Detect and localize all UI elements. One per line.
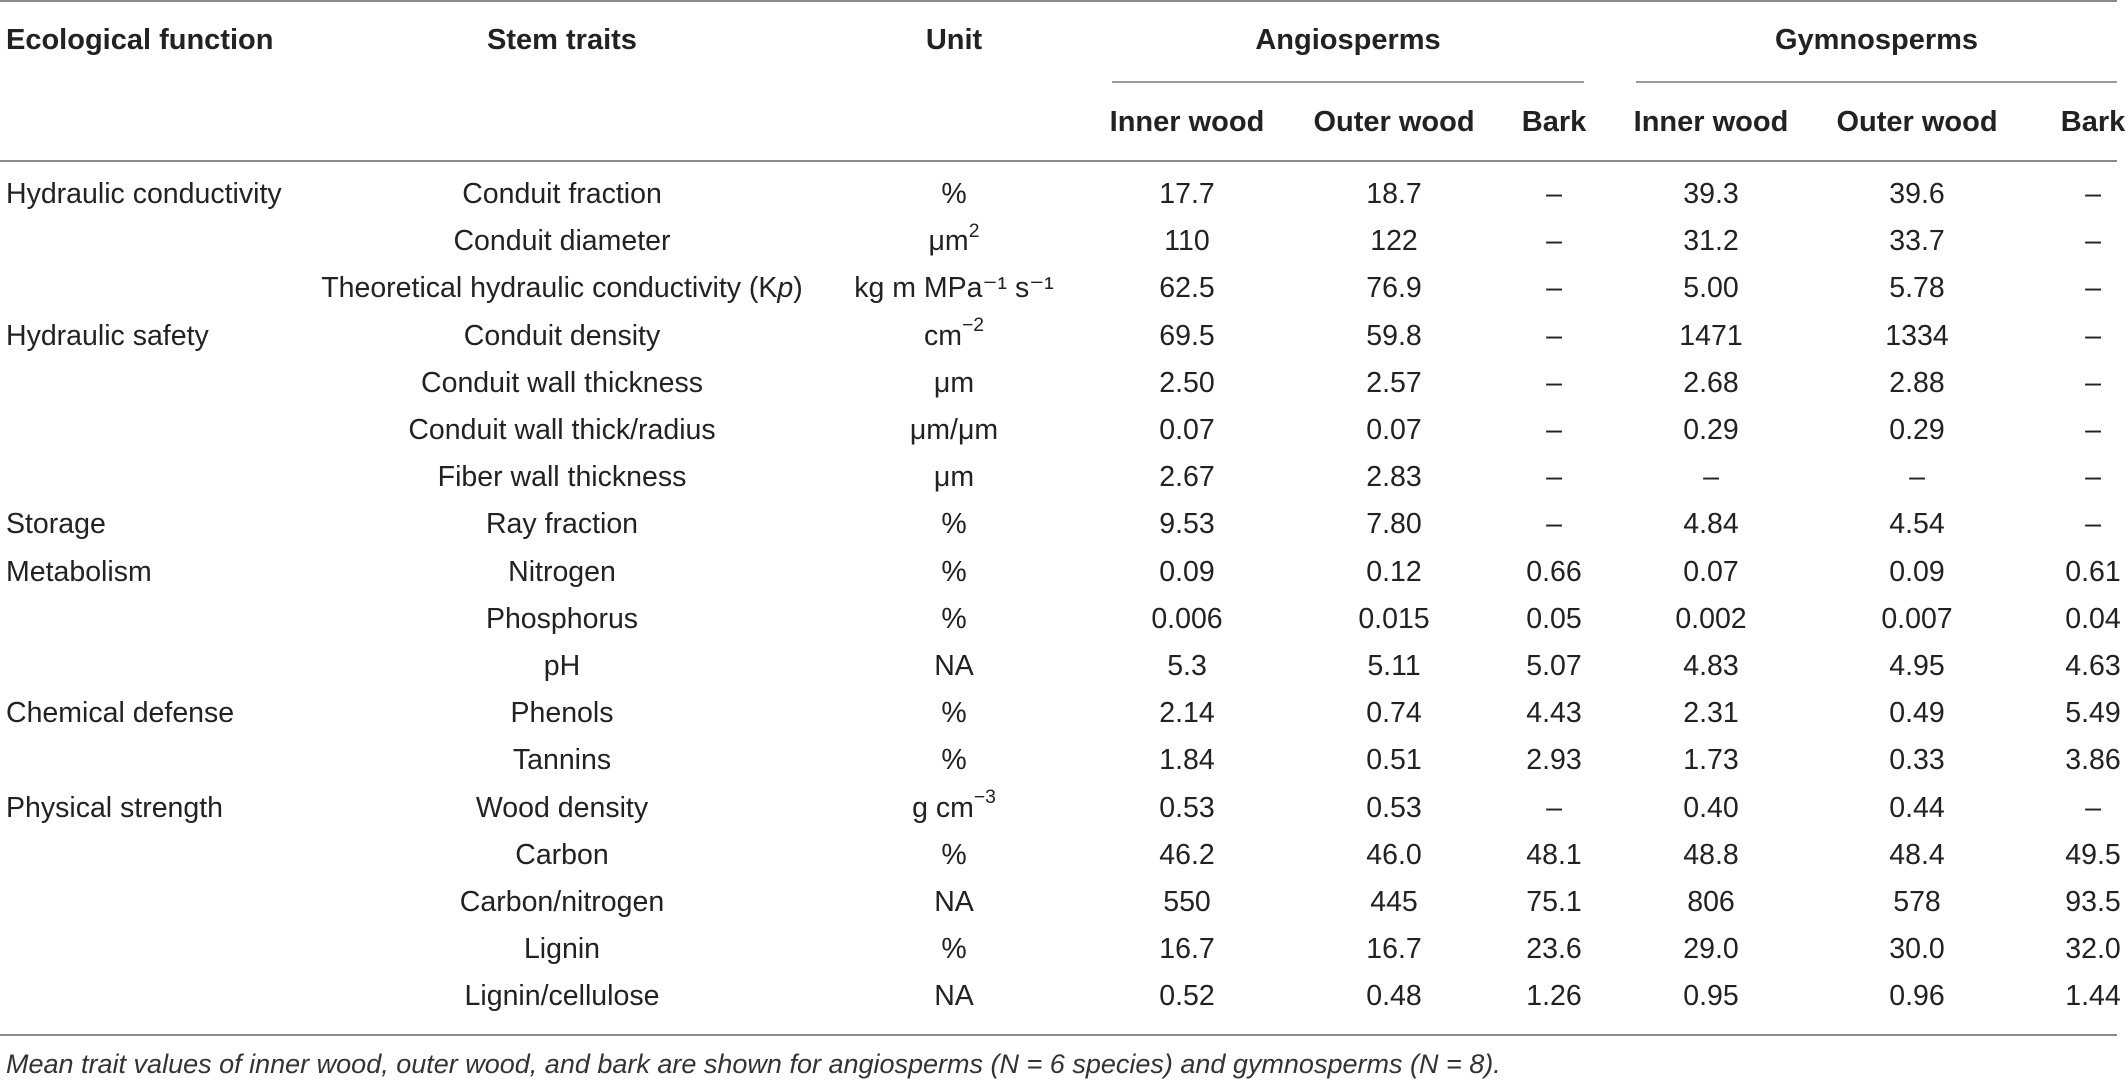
value-cell: – [2085,178,2101,210]
value-cell: 0.52 [1159,980,1215,1013]
stem-trait-cell: Conduit density [463,319,661,352]
value-cell: 76.9 [1366,272,1422,305]
unit-text: % [941,555,967,588]
value-cell: 0.66 [1526,555,1582,588]
value-cell: 16.7 [1366,933,1422,966]
unit-cell [824,646,1084,686]
value-cell: 0.07 [1366,414,1422,446]
ecological-function-cell: Hydraulic conductivity [6,178,282,210]
value-cell: 0.007 [1881,602,1953,635]
value-cell: 122 [1370,225,1418,258]
subheader-angio-inner-wood: Inner wood [1109,106,1265,138]
value-cell: 4.84 [1683,508,1739,541]
value-cell: 31.2 [1683,225,1739,258]
stem-trait-cell: Phenols [510,697,614,730]
unit-text: % [941,178,967,210]
value-cell: 4.63 [2065,650,2121,682]
unit-cell [824,693,1084,733]
value-cell: 2.88 [1889,366,1945,399]
ecological-function-cell: Chemical defense [6,697,235,730]
unit-cell [824,316,1084,356]
value-cell: 2.93 [1526,744,1582,777]
value-cell: – [1546,366,1562,399]
unit-cell [824,599,1084,639]
unit-text: NA [934,650,974,682]
value-cell: 5.00 [1683,272,1739,305]
value-cell: 5.49 [2065,697,2121,730]
unit-cell [824,882,1084,922]
stem-trait-cell: pH [543,650,581,682]
unit-text: μm [933,461,975,494]
subheader-gymno-outer-wood: Outer wood [1836,106,1998,138]
stem-trait-cell: Ray fraction [485,508,639,541]
unit-text: % [941,697,967,730]
header-ecological-function: Ecological function [6,24,274,56]
unit-cell [824,363,1084,403]
unit-text: NA [934,980,974,1013]
unit-superscript: 2 [968,219,980,242]
unit-text: kg m MPa⁻¹ s⁻¹ [854,272,1054,305]
value-cell: 1.44 [2065,980,2121,1013]
unit-text: μm [928,225,969,258]
value-cell: 69.5 [1159,319,1215,352]
header-gymnosperms: Gymnosperms [1774,24,1979,56]
value-cell: 0.53 [1159,791,1215,824]
value-cell: 48.1 [1526,838,1582,871]
value-cell: 1.26 [1526,980,1582,1013]
stem-trait-cell: Lignin [523,933,601,966]
value-cell: 48.4 [1889,838,1945,871]
value-cell: 16.7 [1159,933,1215,966]
value-cell: – [1546,791,1562,824]
value-cell: 2.50 [1159,366,1215,399]
value-cell: 0.48 [1366,980,1422,1013]
value-cell: – [2085,791,2101,824]
value-cell: 0.29 [1889,414,1945,446]
value-cell: 7.80 [1366,508,1422,541]
value-cell: 2.31 [1683,697,1739,730]
unit-text: g cm [912,791,974,824]
value-cell: 0.12 [1366,555,1422,588]
value-cell: 93.5 [2065,886,2121,918]
value-cell: 17.7 [1159,178,1215,210]
value-cell: 0.74 [1366,697,1422,730]
value-cell: 2.67 [1159,461,1215,494]
value-cell: 110 [1164,225,1210,258]
stem-trait-cell: Conduit wall thick/radius [408,414,716,446]
subheader-gymno-bark: Bark [2060,106,2126,138]
value-cell: 0.53 [1366,791,1422,824]
value-cell: 0.33 [1889,744,1945,777]
value-cell: 0.96 [1889,980,1945,1013]
value-cell: 4.43 [1526,697,1582,730]
stem-trait-cell: Conduit diameter [453,225,671,258]
value-cell: 1471 [1679,319,1743,352]
value-cell: 0.006 [1151,602,1223,635]
value-cell: 9.53 [1159,508,1215,541]
value-cell: – [1546,461,1562,494]
stem-trait-cell: Phosphorus [485,602,639,635]
value-cell: 1.84 [1159,744,1215,777]
unit-text: μm [933,366,975,399]
value-cell: 23.6 [1526,933,1582,966]
value-cell: – [1546,508,1562,541]
unit-text: % [941,744,967,777]
value-cell: 0.07 [1159,414,1215,446]
value-cell: 59.8 [1366,319,1422,352]
value-cell: 62.5 [1159,272,1215,305]
unit-superscript: −2 [961,314,985,337]
value-cell: – [2085,366,2101,399]
value-cell: 18.7 [1366,178,1422,210]
value-cell: 39.6 [1889,178,1945,210]
header-stem-traits: Stem traits [487,24,637,56]
value-cell: 578 [1893,886,1941,918]
value-cell: 0.05 [1526,602,1582,635]
value-cell: 806 [1687,886,1735,918]
value-cell: 49.5 [2065,838,2121,871]
value-cell: 0.07 [1683,555,1739,588]
unit-cell [824,740,1084,780]
value-cell: – [1546,178,1562,210]
value-cell: – [1909,461,1925,494]
unit-text: % [941,508,967,541]
value-cell: 2.57 [1366,366,1422,399]
stem-trait-cell: Lignin/cellulose [464,980,660,1013]
unit-cell [824,410,1084,450]
value-cell: 0.51 [1366,744,1422,777]
value-cell: 5.3 [1167,650,1207,682]
ecological-function-cell: Physical strength [6,791,224,824]
value-cell: 2.83 [1366,461,1422,494]
unit-cell [824,174,1084,214]
value-cell: – [2085,508,2101,541]
ecological-function-cell: Hydraulic safety [6,319,209,352]
value-cell: 2.14 [1159,697,1215,730]
unit-cell [824,835,1084,875]
value-cell: – [2085,225,2101,258]
value-cell: 5.78 [1889,272,1945,305]
header-unit: Unit [925,24,983,56]
unit-superscript: −3 [973,786,996,809]
value-cell: – [1703,461,1719,494]
value-cell: 4.54 [1889,508,1945,541]
stem-trait-cell: Theoretical hydraulic conductivity (Kp) [321,272,803,305]
unit-text: % [941,838,967,871]
value-cell: 30.0 [1889,933,1945,966]
unit-text: NA [934,886,974,918]
unit-cell [824,976,1084,1016]
stem-trait-cell: Conduit wall thickness [421,366,703,399]
unit-cell [824,552,1084,592]
value-cell: – [2085,272,2101,305]
unit-cell [824,221,1084,261]
unit-cell [824,457,1084,497]
stem-trait-cell: Conduit fraction [462,178,662,210]
stem-trait-cell: Tannins [512,744,612,777]
unit-cell [824,504,1084,544]
value-cell: 75.1 [1526,886,1582,918]
value-cell: 46.0 [1366,838,1422,871]
header-angiosperms: Angiosperms [1255,24,1441,56]
unit-text: μm/μm [909,414,999,446]
value-cell: 39.3 [1683,178,1739,210]
value-cell: 48.8 [1683,838,1739,871]
value-cell: 0.49 [1889,697,1945,730]
top-rule [0,0,2117,2]
unit-text: % [941,933,967,966]
angiosperms-group-rule [1112,81,1584,83]
value-cell: 0.40 [1683,791,1739,824]
ecological-function-cell: Metabolism [6,555,152,588]
value-cell: 2.68 [1683,366,1739,399]
value-cell: – [1546,414,1562,446]
subheader-angio-outer-wood: Outer wood [1313,106,1475,138]
header-bottom-rule [0,160,2117,162]
value-cell: 5.07 [1526,650,1582,682]
value-cell: 0.015 [1358,602,1430,635]
subheader-angio-bark: Bark [1521,106,1587,138]
stem-trait-cell: Wood density [475,791,649,824]
stem-trait-cell: Nitrogen [508,555,616,588]
stem-trait-cell: Carbon/nitrogen [459,886,665,918]
unit-text: % [941,602,967,635]
value-cell: 0.09 [1889,555,1945,588]
subheader-gymno-inner-wood: Inner wood [1633,106,1789,138]
value-cell: 1.73 [1683,744,1739,777]
value-cell: 4.95 [1889,650,1945,682]
value-cell: 445 [1370,886,1418,918]
value-cell: 0.002 [1675,602,1747,635]
value-cell: 5.11 [1367,650,1421,682]
unit-text: cm [923,319,962,352]
value-cell: – [2085,414,2101,446]
value-cell: 32.0 [2065,933,2121,966]
value-cell: – [1546,319,1562,352]
value-cell: 1334 [1885,319,1949,352]
value-cell: 0.09 [1159,555,1215,588]
value-cell: 0.44 [1889,791,1945,824]
table-bottom-rule [0,1034,2117,1036]
unit-cell [824,929,1084,969]
value-cell: 0.61 [2065,555,2121,588]
table-footnote: Mean trait values of inner wood, outer wood, and bark are shown for angiosperms (N = 6 species) and gymnosperms (N = 8). [6,1049,1501,1079]
unit-cell [824,788,1084,828]
value-cell: 3.86 [2065,744,2121,777]
value-cell: 0.29 [1683,414,1739,446]
value-cell: 550 [1163,886,1211,918]
value-cell: 0.04 [2065,602,2121,635]
stem-trait-cell: Fiber wall thickness [437,461,687,494]
value-cell: – [1546,272,1562,305]
gymnosperms-group-rule [1636,81,2117,83]
stem-trait-cell: Carbon [515,838,609,871]
value-cell: – [1546,225,1562,258]
value-cell: 4.83 [1683,650,1739,682]
value-cell: 29.0 [1683,933,1739,966]
value-cell: – [2085,319,2101,352]
value-cell: 0.95 [1683,980,1739,1013]
value-cell: 46.2 [1159,838,1215,871]
value-cell: – [2085,461,2101,494]
unit-cell [824,268,1084,308]
ecological-function-cell: Storage [6,508,106,541]
value-cell: 33.7 [1889,225,1945,258]
